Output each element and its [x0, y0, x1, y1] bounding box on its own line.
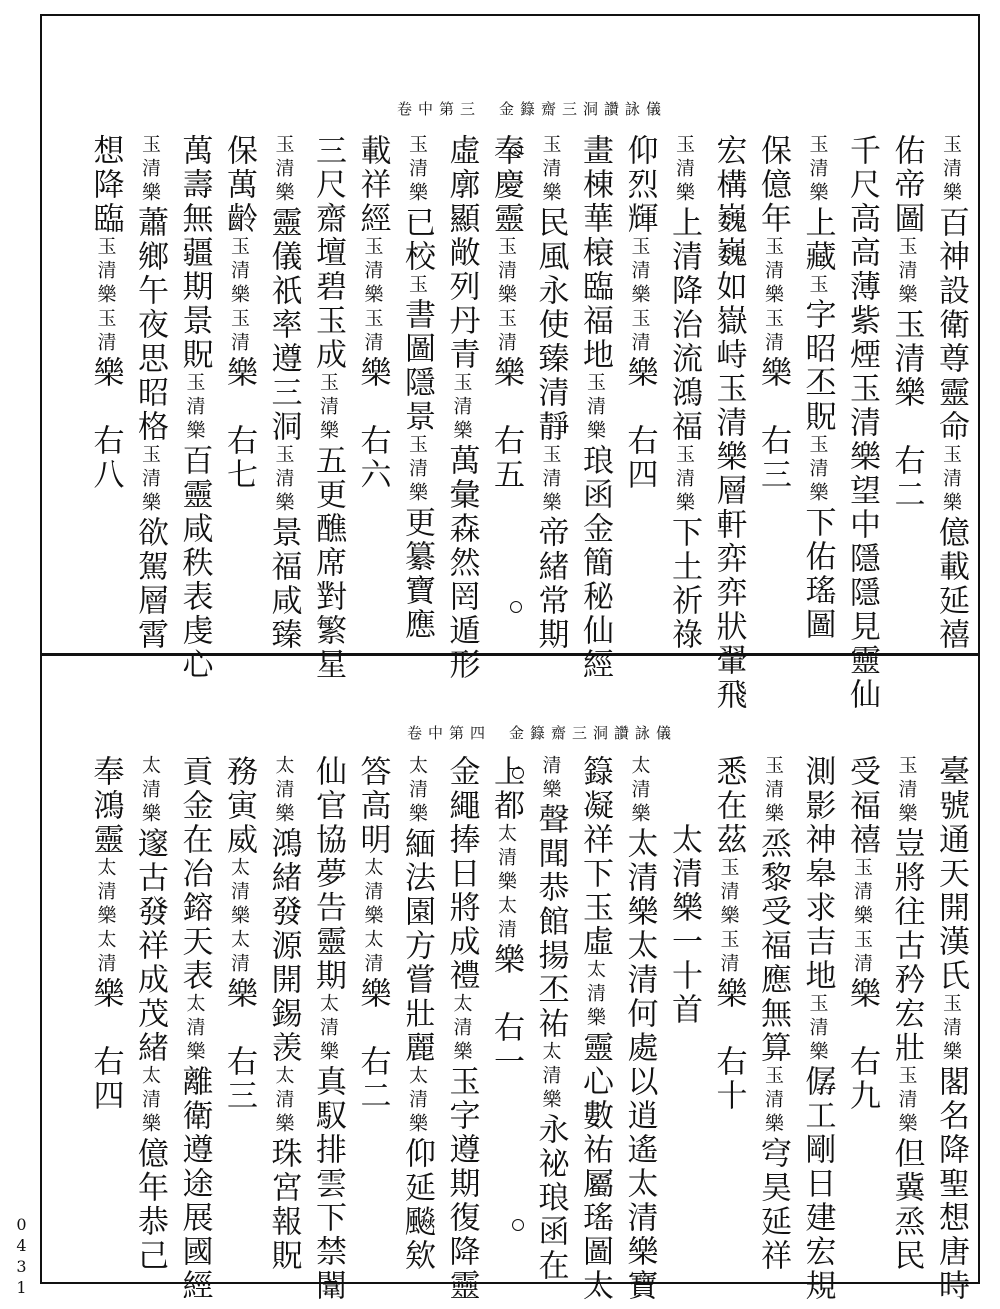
small-annotation: 玉清樂玉清 — [361, 236, 384, 356]
text-column — [799, 134, 836, 712]
verse-text: 琅函金簡秘仙經 — [577, 444, 613, 682]
verse-text: 樂 右三 — [221, 977, 257, 1113]
verse-text: 豈將往古矜宏壯 — [888, 827, 925, 1065]
verse-text: 僝工剛日建宏規 — [799, 1065, 836, 1303]
verse-text: 載祥經 — [354, 134, 391, 236]
verse-text: 靈心數祐屬瑤圖太 — [577, 1031, 613, 1303]
small-annotation: 玉清樂 — [139, 444, 161, 516]
bottom-header-volume: 卷中第四 — [407, 724, 492, 742]
verse-text: 百靈咸秩表虔心 — [176, 444, 213, 682]
verse-text: 想降臨 — [87, 134, 124, 236]
verse-text: 真馭排雲下禁闈 — [310, 1065, 346, 1303]
text-column — [265, 755, 302, 1303]
small-annotation: 玉清樂玉清 — [228, 236, 250, 356]
circle-mark — [512, 767, 524, 779]
verse-text: 保億年 — [755, 134, 791, 236]
small-annotation: 太清樂 — [628, 755, 651, 827]
verse-text: 離衛遵途展國經 — [176, 1065, 213, 1303]
text-column — [888, 134, 925, 712]
verse-text: 但冀烝民 — [888, 1137, 925, 1273]
small-annotation: 太清樂 — [539, 1041, 562, 1113]
small-annotation: 玉清樂玉清 — [495, 236, 517, 356]
text-column — [799, 755, 836, 1303]
circle-mark — [510, 144, 522, 156]
verse-text: 上清降治流鴻福 — [666, 206, 702, 444]
verse-text: 答高明 — [354, 755, 391, 857]
verse-text: 烝黎受福應無算 — [755, 827, 791, 1065]
text-column — [309, 134, 346, 712]
verse-text: 三尺齋壇碧玉成 — [310, 134, 346, 372]
verse-text: 蕭鄉午夜思昭格 — [132, 206, 168, 444]
bottom-panel — [42, 659, 978, 1303]
verse-text: 上藏 — [799, 206, 836, 274]
text-column — [131, 755, 168, 1303]
text-column — [754, 134, 791, 712]
verse-text: 悉在茲 — [710, 755, 747, 857]
text-column — [176, 134, 213, 712]
verse-text: 籙凝祥下玉虛 — [577, 755, 613, 959]
small-annotation: 玉清樂 — [762, 755, 784, 827]
small-annotation: 玉清樂玉清 — [762, 236, 784, 356]
verse-text: 閣名降聖想唐時 — [933, 1065, 969, 1303]
small-annotation: 太清樂 — [272, 755, 295, 827]
small-annotation: 太清樂 — [139, 1065, 161, 1137]
text-column — [176, 755, 213, 1303]
text-column — [443, 134, 480, 712]
small-annotation: 玉清樂 — [762, 1065, 784, 1137]
page-number: 0431 — [12, 1215, 31, 1299]
verse-text: 樂 右六 — [354, 356, 391, 492]
small-annotation: 玉清樂 — [940, 993, 962, 1065]
text-column — [932, 755, 969, 1303]
verse-text: 邃古發祥成茂緒 — [132, 827, 168, 1065]
small-annotation: 玉清樂 — [895, 236, 918, 308]
small-annotation: 玉清樂 — [139, 134, 161, 206]
verse-text: 永祕琅函在 — [532, 1113, 569, 1283]
text-column — [754, 755, 791, 1303]
small-annotation: 玉清樂玉清 — [94, 236, 117, 356]
text-column — [532, 755, 569, 1303]
verse-text: 書圖隱景 — [399, 298, 435, 434]
verse-text: 樂 右一 — [488, 943, 524, 1079]
verse-text: 仰延飈欸 — [399, 1137, 435, 1273]
verse-text: 樂 右七 — [221, 356, 257, 492]
small-annotation: 玉 — [406, 274, 428, 298]
text-column — [665, 134, 702, 712]
verse-text: 下佑瑤圖 — [799, 506, 836, 642]
top-header-title: 金籙齋三洞讚詠儀 — [499, 100, 668, 118]
small-annotation: 太清樂 — [183, 993, 206, 1065]
verse-text: 仙官協夢告靈期 — [310, 755, 346, 993]
verse-text: 貢金在冶鎔天表 — [176, 755, 213, 993]
verse-text: 太清樂太清何處以逍遙太清樂寶 — [621, 827, 658, 1303]
small-annotation: 玉清樂 — [895, 1065, 918, 1137]
text-column — [843, 134, 880, 712]
small-annotation: 玉清樂 — [806, 993, 829, 1065]
small-annotation: 玉清樂 — [940, 134, 962, 206]
verse-text: 萬彙森然罔遁形 — [443, 444, 480, 682]
verse-text: 景福咸臻 — [265, 516, 302, 652]
small-annotation: 玉清樂 — [673, 444, 695, 516]
small-annotation: 玉清樂玉清 — [717, 857, 740, 977]
small-annotation: 太清樂太清 — [94, 857, 117, 977]
small-annotation: 玉清樂玉清 — [851, 857, 873, 977]
text-column — [487, 134, 524, 712]
verse-text: 更纂寶應 — [399, 506, 435, 642]
small-annotation: 玉清樂 — [406, 134, 428, 206]
small-annotation: 太清樂 — [406, 755, 428, 827]
text-column — [220, 755, 257, 1303]
top-panel — [42, 16, 978, 712]
verse-text: 萬壽無疆期景貺 — [176, 134, 213, 372]
verse-text: 臺號通天開漢氏 — [933, 755, 969, 993]
verse-text: 畫棟華榱臨福地 — [577, 134, 613, 372]
text-column — [888, 755, 925, 1303]
verse-text: 太清樂一十首 — [666, 755, 702, 1027]
verse-text: 下土祈祿 — [666, 516, 702, 652]
top-text-columns — [76, 134, 969, 712]
small-annotation: 玉清樂 — [806, 434, 829, 506]
verse-text: 測影神皋求吉地 — [799, 755, 836, 993]
verse-text: 上都 — [488, 755, 524, 823]
text-column — [354, 755, 391, 1303]
text-column — [398, 134, 435, 712]
small-annotation: 太清樂 — [272, 1065, 295, 1137]
circle-mark — [510, 601, 522, 613]
small-annotation: 玉清樂 — [539, 444, 562, 516]
small-annotation: 玉清樂玉清 — [628, 236, 651, 356]
verse-text: 聲聞恭館揚丕祐 — [532, 803, 569, 1041]
verse-text: 樂 右三 — [755, 356, 791, 492]
text-column — [621, 755, 658, 1303]
text-column — [532, 134, 569, 712]
small-annotation: 玉清樂 — [450, 372, 473, 444]
verse-text: 奉慶靈 — [488, 134, 524, 236]
small-annotation: 太清樂 — [317, 993, 339, 1065]
small-annotation: 太清樂 — [406, 1065, 428, 1137]
bottom-header-title: 金籙齋三洞讚詠儀 — [509, 724, 678, 742]
text-column — [665, 755, 702, 1303]
text-column — [87, 755, 124, 1303]
small-annotation: 太清樂太清 — [361, 857, 384, 977]
circle-mark — [512, 1219, 524, 1231]
small-annotation: 玉清樂 — [940, 444, 962, 516]
verse-text: 務寅威 — [221, 755, 257, 857]
small-annotation: 玉清樂 — [183, 372, 206, 444]
text-column — [843, 755, 880, 1303]
text-column — [710, 755, 747, 1303]
small-annotation: 玉清樂 — [406, 434, 428, 506]
text-column — [576, 755, 613, 1303]
verse-text: 樂 右四 — [87, 977, 124, 1113]
small-annotation: 玉清樂 — [317, 372, 339, 444]
verse-text: 已校 — [399, 206, 435, 274]
text-column — [710, 134, 747, 712]
verse-text: 宏構巍巍如嶽峙玉清樂層軒弈弈狀翬飛 — [710, 134, 747, 712]
small-annotation: 太清樂 — [139, 755, 161, 827]
verse-text: 樂 右八 — [87, 356, 124, 492]
small-annotation: 太清樂 — [450, 993, 473, 1065]
text-column — [309, 755, 346, 1303]
verse-text: 億載延禧 — [933, 516, 969, 652]
small-annotation: 玉清樂 — [895, 755, 918, 827]
verse-text: 千尺高高薄紫煙玉清樂望中隱隱見靈仙 — [844, 134, 880, 712]
small-annotation: 太清樂太清 — [495, 823, 517, 943]
verse-text: 樂 右四 — [621, 356, 658, 492]
verse-text: 玉字遵期復降靈 — [443, 1065, 480, 1303]
verse-text: 珠宮報貺 — [265, 1137, 302, 1273]
text-column — [932, 134, 969, 712]
verse-text: 靈儀祇率遵三洞 — [265, 206, 302, 444]
text-column — [443, 755, 480, 1303]
verse-text: 樂 右二 — [354, 977, 391, 1113]
verse-text: 民風永使臻清靜 — [532, 206, 569, 444]
verse-text: 金繩捧日將成禮 — [443, 755, 480, 993]
top-header — [397, 98, 667, 119]
bottom-header — [407, 722, 677, 743]
verse-text: 佑帝圖 — [888, 134, 925, 236]
small-annotation: 玉清樂 — [539, 134, 562, 206]
text-column — [265, 134, 302, 712]
verse-text: 樂 右九 — [844, 977, 880, 1113]
small-annotation: 玉清樂 — [584, 372, 606, 444]
verse-text: 字昭丕貺 — [799, 298, 836, 434]
verse-text: 虛廓顯敞列丹青 — [443, 134, 480, 372]
verse-text: 欲駕層霄 — [132, 516, 168, 652]
text-column — [220, 134, 257, 712]
small-annotation: 玉清樂 — [806, 134, 829, 206]
verse-text: 樂 右五 — [488, 356, 524, 492]
verse-text: 百神設衛尊靈命 — [933, 206, 969, 444]
small-annotation: 玉清樂 — [673, 134, 695, 206]
small-annotation: 太清樂太清 — [228, 857, 250, 977]
verse-text: 樂 右十 — [710, 977, 747, 1113]
small-annotation: 玉清樂 — [272, 444, 295, 516]
verse-text: 奉鴻靈 — [87, 755, 124, 857]
verse-text: 受福禧 — [844, 755, 880, 857]
text-column — [621, 134, 658, 712]
text-column — [131, 134, 168, 712]
small-annotation: 太清樂 — [584, 959, 606, 1031]
verse-text: 穹昊延祥 — [755, 1137, 791, 1273]
verse-text: 帝緒常期 — [532, 516, 569, 652]
verse-text: 五更醮席對繁星 — [310, 444, 346, 682]
small-annotation: 清樂 — [539, 755, 562, 803]
small-annotation: 玉清樂 — [272, 134, 295, 206]
verse-text: 億年恭己 — [132, 1137, 168, 1273]
text-column — [87, 134, 124, 712]
text-column — [398, 755, 435, 1303]
small-annotation: 玉 — [806, 274, 829, 298]
top-header-volume: 卷中第三 — [397, 100, 482, 118]
verse-text: 仰烈輝 — [621, 134, 658, 236]
text-column — [576, 134, 613, 712]
text-column — [354, 134, 391, 712]
verse-text: 鴻緒發源開錫羡 — [265, 827, 302, 1065]
verse-text: 緬法園方嘗壯麗 — [399, 827, 435, 1065]
verse-text: 保萬齡 — [221, 134, 257, 236]
verse-text: 玉清樂 右二 — [888, 308, 925, 512]
